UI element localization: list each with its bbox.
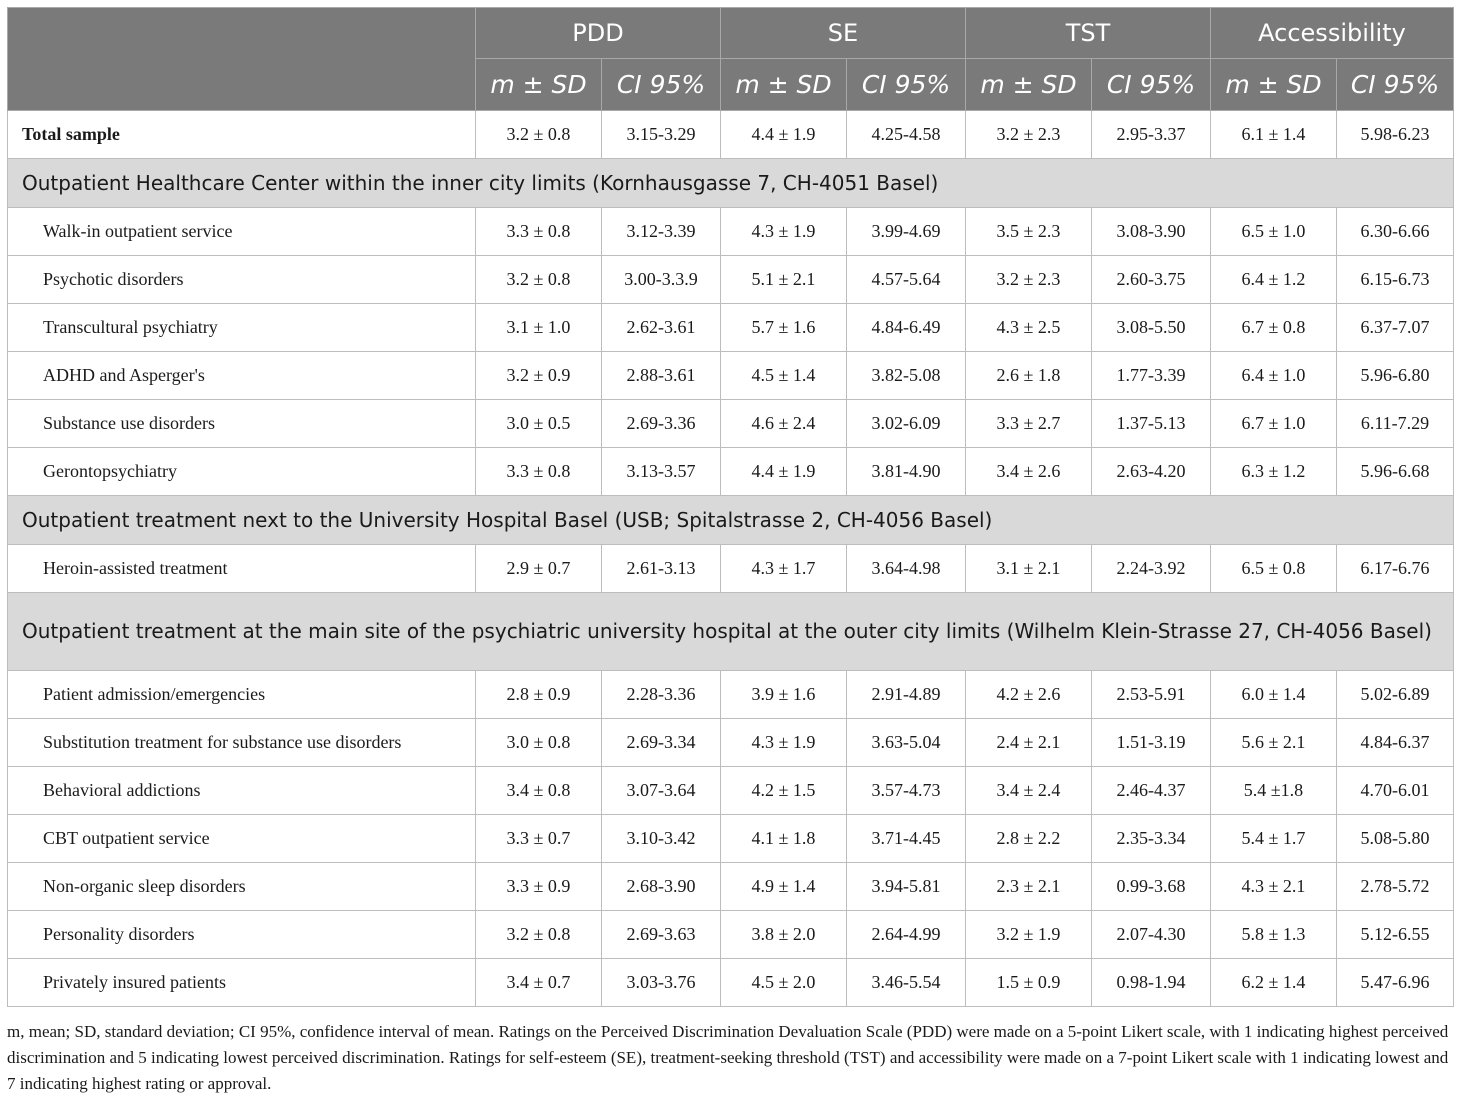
- cell: 2.8 ± 0.9: [476, 671, 602, 719]
- row-label: ADHD and Asperger's: [8, 352, 476, 400]
- total-row: [8, 111, 1454, 159]
- cell: 3.1 ± 2.1: [966, 545, 1092, 593]
- cell: 4.5 ± 1.4: [721, 352, 847, 400]
- cell: 4.57-5.64: [847, 256, 966, 304]
- row-label: Walk-in outpatient service: [8, 208, 476, 256]
- table-row: [8, 911, 1454, 959]
- table-body: [8, 111, 1454, 1007]
- cell: 4.3 ± 1.7: [721, 545, 847, 593]
- cell: 2.78-5.72: [1337, 863, 1454, 911]
- cell: 2.61-3.13: [602, 545, 721, 593]
- row-label: Heroin-assisted treatment: [8, 545, 476, 593]
- cell: 5.96-6.68: [1337, 448, 1454, 496]
- cell: 6.17-6.76: [1337, 545, 1454, 593]
- cell: 3.3 ± 2.7: [966, 400, 1092, 448]
- section-title: Outpatient treatment at the main site of the psychiatric university hospital at the outer city limits (Wilhelm Klein-Strasse 27, CH-4056 Basel): [8, 593, 1454, 671]
- subheader: CI 95%: [1092, 59, 1211, 111]
- cell: 4.84-6.37: [1337, 719, 1454, 767]
- table-row: [8, 863, 1454, 911]
- row-label: Behavioral addictions: [8, 767, 476, 815]
- cell: 3.3 ± 0.8: [476, 208, 602, 256]
- cell: 1.77-3.39: [1092, 352, 1211, 400]
- cell: 6.4 ± 1.2: [1211, 256, 1337, 304]
- cell: 6.5 ± 0.8: [1211, 545, 1337, 593]
- cell: 2.24-3.92: [1092, 545, 1211, 593]
- cell: 2.35-3.34: [1092, 815, 1211, 863]
- cell: 6.4 ± 1.0: [1211, 352, 1337, 400]
- row-label: Transcultural psychiatry: [8, 304, 476, 352]
- cell: 3.46-5.54: [847, 959, 966, 1007]
- row-label: Psychotic disorders: [8, 256, 476, 304]
- cell: 3.82-5.08: [847, 352, 966, 400]
- cell: 6.30-6.66: [1337, 208, 1454, 256]
- subheader: m ± SD: [476, 59, 602, 111]
- cell: 3.99-4.69: [847, 208, 966, 256]
- results-table: [7, 7, 1454, 1007]
- cell: 3.08-3.90: [1092, 208, 1211, 256]
- cell: 5.12-6.55: [1337, 911, 1454, 959]
- cell: 3.3 ± 0.8: [476, 448, 602, 496]
- cell: 2.9 ± 0.7: [476, 545, 602, 593]
- cell: 1.51-3.19: [1092, 719, 1211, 767]
- cell: 3.4 ± 2.6: [966, 448, 1092, 496]
- cell: 3.00-3.3.9: [602, 256, 721, 304]
- table-row: [8, 352, 1454, 400]
- cell: 4.84-6.49: [847, 304, 966, 352]
- cell: 3.15-3.29: [602, 111, 721, 159]
- cell: 4.3 ± 2.5: [966, 304, 1092, 352]
- cell: 5.1 ± 2.1: [721, 256, 847, 304]
- row-label: Patient admission/emergencies: [8, 671, 476, 719]
- cell: 2.91-4.89: [847, 671, 966, 719]
- cell: 5.47-6.96: [1337, 959, 1454, 1007]
- cell: 3.03-3.76: [602, 959, 721, 1007]
- subheader: m ± SD: [721, 59, 847, 111]
- cell: 6.0 ± 1.4: [1211, 671, 1337, 719]
- subheader: m ± SD: [966, 59, 1092, 111]
- cell: 3.57-4.73: [847, 767, 966, 815]
- row-label: Total sample: [8, 111, 476, 159]
- cell: 6.11-7.29: [1337, 400, 1454, 448]
- cell: 6.1 ± 1.4: [1211, 111, 1337, 159]
- cell: 4.4 ± 1.9: [721, 111, 847, 159]
- cell: 3.0 ± 0.8: [476, 719, 602, 767]
- cell: 1.37-5.13: [1092, 400, 1211, 448]
- cell: 4.25-4.58: [847, 111, 966, 159]
- cell: 2.46-4.37: [1092, 767, 1211, 815]
- cell: 3.02-6.09: [847, 400, 966, 448]
- cell: 4.3 ± 1.9: [721, 208, 847, 256]
- cell: 5.96-6.80: [1337, 352, 1454, 400]
- cell: 3.2 ± 2.3: [966, 256, 1092, 304]
- cell: 5.7 ± 1.6: [721, 304, 847, 352]
- row-label: Gerontopsychiatry: [8, 448, 476, 496]
- cell: 4.4 ± 1.9: [721, 448, 847, 496]
- cell: 4.6 ± 2.4: [721, 400, 847, 448]
- cell: 2.64-4.99: [847, 911, 966, 959]
- table-row: [8, 959, 1454, 1007]
- cell: 3.81-4.90: [847, 448, 966, 496]
- cell: 5.4 ±1.8: [1211, 767, 1337, 815]
- row-label: Non-organic sleep disorders: [8, 863, 476, 911]
- cell: 5.4 ± 1.7: [1211, 815, 1337, 863]
- cell: 2.28-3.36: [602, 671, 721, 719]
- cell: 0.99-3.68: [1092, 863, 1211, 911]
- section-header-row: [8, 159, 1454, 208]
- cell: 3.4 ± 2.4: [966, 767, 1092, 815]
- cell: 5.6 ± 2.1: [1211, 719, 1337, 767]
- subheader: m ± SD: [1211, 59, 1337, 111]
- table-row: [8, 545, 1454, 593]
- table-footnote: m, mean; SD, standard deviation; CI 95%, confidence interval of mean. Ratings on the Perceived Discrimination Devaluation Scale (PDD) were made on a 5-point Likert scale, with 1 indicating highest perceived discrimination and 5 indicating lowest perceived discrimination. Ratings for self-esteem (SE), treatment-seeking threshold (TST) and accessibility were made on a 7-point Likert scale with 1 indicating lowest and 7 indicating highest rating or approval.: [7, 1022, 1449, 1093]
- cell: 2.3 ± 2.1: [966, 863, 1092, 911]
- cell: 6.5 ± 1.0: [1211, 208, 1337, 256]
- table-row: [8, 256, 1454, 304]
- cell: 3.1 ± 1.0: [476, 304, 602, 352]
- cell: 2.88-3.61: [602, 352, 721, 400]
- cell: 3.8 ± 2.0: [721, 911, 847, 959]
- row-label: Substitution treatment for substance use disorders: [8, 719, 476, 767]
- cell: 4.3 ± 1.9: [721, 719, 847, 767]
- cell: 2.62-3.61: [602, 304, 721, 352]
- cell: 2.63-4.20: [1092, 448, 1211, 496]
- table-row: [8, 448, 1454, 496]
- subheader: CI 95%: [602, 59, 721, 111]
- row-label: Privately insured patients: [8, 959, 476, 1007]
- cell: 2.53-5.91: [1092, 671, 1211, 719]
- cell: 3.2 ± 0.8: [476, 256, 602, 304]
- row-label: Personality disorders: [8, 911, 476, 959]
- cell: 3.5 ± 2.3: [966, 208, 1092, 256]
- cell: 3.4 ± 0.8: [476, 767, 602, 815]
- cell: 6.37-7.07: [1337, 304, 1454, 352]
- cell: 3.2 ± 0.8: [476, 111, 602, 159]
- cell: 2.69-3.34: [602, 719, 721, 767]
- table-row: [8, 208, 1454, 256]
- cell: 4.9 ± 1.4: [721, 863, 847, 911]
- cell: 4.3 ± 2.1: [1211, 863, 1337, 911]
- cell: 2.07-4.30: [1092, 911, 1211, 959]
- table-row: [8, 671, 1454, 719]
- cell: 3.0 ± 0.5: [476, 400, 602, 448]
- cell: 6.15-6.73: [1337, 256, 1454, 304]
- group-header-se: SE: [721, 8, 966, 59]
- cell: 2.68-3.90: [602, 863, 721, 911]
- cell: 3.10-3.42: [602, 815, 721, 863]
- cell: 5.08-5.80: [1337, 815, 1454, 863]
- cell: 3.08-5.50: [1092, 304, 1211, 352]
- cell: 3.13-3.57: [602, 448, 721, 496]
- section-title: Outpatient Healthcare Center within the inner city limits (Kornhausgasse 7, CH-4051 Basel): [8, 159, 1454, 208]
- cell: 3.12-3.39: [602, 208, 721, 256]
- cell: 3.71-4.45: [847, 815, 966, 863]
- cell: 4.70-6.01: [1337, 767, 1454, 815]
- cell: 4.1 ± 1.8: [721, 815, 847, 863]
- table-row: [8, 767, 1454, 815]
- cell: 2.6 ± 1.8: [966, 352, 1092, 400]
- cell: 1.5 ± 0.9: [966, 959, 1092, 1007]
- cell: 4.5 ± 2.0: [721, 959, 847, 1007]
- cell: 2.69-3.36: [602, 400, 721, 448]
- cell: 3.64-4.98: [847, 545, 966, 593]
- cell: 2.69-3.63: [602, 911, 721, 959]
- cell: 6.7 ± 1.0: [1211, 400, 1337, 448]
- cell: 2.8 ± 2.2: [966, 815, 1092, 863]
- cell: 3.9 ± 1.6: [721, 671, 847, 719]
- row-label: Substance use disorders: [8, 400, 476, 448]
- cell: 2.60-3.75: [1092, 256, 1211, 304]
- cell: 3.2 ± 0.8: [476, 911, 602, 959]
- table-row: [8, 400, 1454, 448]
- cell: 2.95-3.37: [1092, 111, 1211, 159]
- group-header-accessibility: Accessibility: [1211, 8, 1454, 59]
- cell: 4.2 ± 1.5: [721, 767, 847, 815]
- cell: 3.4 ± 0.7: [476, 959, 602, 1007]
- corner-header: [8, 8, 476, 111]
- cell: 6.3 ± 1.2: [1211, 448, 1337, 496]
- cell: 3.94-5.81: [847, 863, 966, 911]
- section-title: Outpatient treatment next to the University Hospital Basel (USB; Spitalstrasse 2, CH-4056 Basel): [8, 496, 1454, 545]
- cell: 3.63-5.04: [847, 719, 966, 767]
- cell: 3.2 ± 1.9: [966, 911, 1092, 959]
- group-header-tst: TST: [966, 8, 1211, 59]
- cell: 3.2 ± 2.3: [966, 111, 1092, 159]
- cell: 5.8 ± 1.3: [1211, 911, 1337, 959]
- cell: 6.2 ± 1.4: [1211, 959, 1337, 1007]
- section-header-row: [8, 593, 1454, 671]
- row-label: CBT outpatient service: [8, 815, 476, 863]
- cell: 4.2 ± 2.6: [966, 671, 1092, 719]
- subheader: CI 95%: [847, 59, 966, 111]
- table-row: [8, 815, 1454, 863]
- cell: 3.3 ± 0.7: [476, 815, 602, 863]
- section-header-row: [8, 496, 1454, 545]
- cell: 2.4 ± 2.1: [966, 719, 1092, 767]
- cell: 3.07-3.64: [602, 767, 721, 815]
- cell: 5.02-6.89: [1337, 671, 1454, 719]
- group-header-pdd: PDD: [476, 8, 721, 59]
- table-row: [8, 304, 1454, 352]
- cell: 3.2 ± 0.9: [476, 352, 602, 400]
- cell: 6.7 ± 0.8: [1211, 304, 1337, 352]
- table-row: [8, 719, 1454, 767]
- subheader: CI 95%: [1337, 59, 1454, 111]
- cell: 0.98-1.94: [1092, 959, 1211, 1007]
- cell: 5.98-6.23: [1337, 111, 1454, 159]
- cell: 3.3 ± 0.9: [476, 863, 602, 911]
